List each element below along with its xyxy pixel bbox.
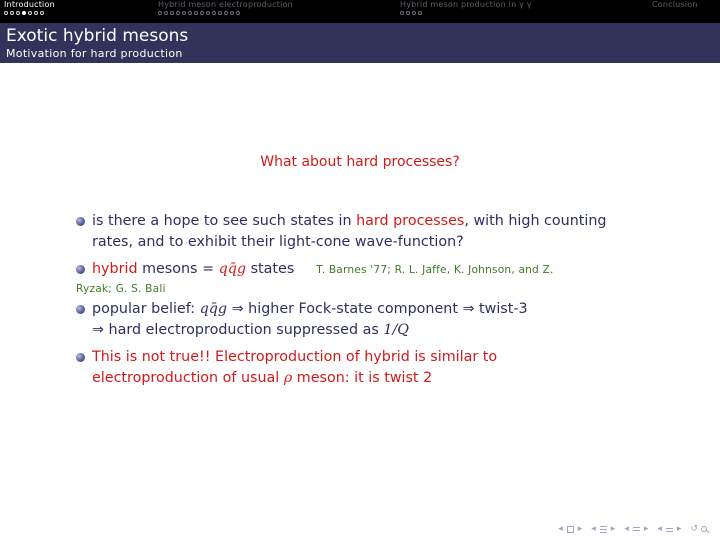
- item-text: is there a hope to see such states in: [92, 213, 357, 229]
- bullet-list: [76, 211, 666, 395]
- next-frame-icon[interactable]: ▸: [577, 524, 583, 534]
- item-math: qq̄g: [218, 261, 247, 277]
- list-item: [76, 347, 666, 389]
- nav-frame-dot[interactable]: [10, 11, 14, 15]
- nav-frame-dot[interactable]: [40, 11, 44, 15]
- nav-frame-dot[interactable]: [406, 11, 410, 15]
- item-text: is similar to: [409, 349, 498, 365]
- nav-frame-dot[interactable]: [164, 11, 168, 15]
- prev-section-icon[interactable]: ◂: [624, 524, 629, 534]
- nav-frame-dots: [4, 11, 44, 15]
- frame-title: Exotic hybrid mesons: [6, 26, 189, 46]
- nav-frame-dot[interactable]: [400, 11, 404, 15]
- item-line: rates, and to exhibit their light-cone wave-function?: [92, 234, 464, 250]
- nav-section-label[interactable]: Hybrid meson production in γ γ: [400, 0, 532, 9]
- item-text: , with high counting: [464, 213, 607, 229]
- nav-frame-dot[interactable]: [194, 11, 198, 15]
- prev-subsection-icon[interactable]: ◂: [591, 524, 596, 534]
- nav-frame-dot[interactable]: [218, 11, 222, 15]
- item-highlight: hybrid: [92, 261, 138, 277]
- navigation-symbols: [558, 524, 710, 534]
- subsection-icon[interactable]: [599, 525, 608, 534]
- nav-frame-dot[interactable]: [4, 11, 8, 15]
- nav-section-hybrid-gamma-gamma[interactable]: [400, 0, 532, 15]
- nav-frame-dot[interactable]: [224, 11, 228, 15]
- list-item: [76, 299, 666, 341]
- nav-frame-dot[interactable]: [230, 11, 234, 15]
- item-text: ⇒ higher Fock-state component ⇒ twist-3: [227, 301, 528, 317]
- item-math: ρ: [283, 370, 293, 386]
- item-line: [92, 347, 666, 368]
- nav-frame-dot[interactable]: [188, 11, 192, 15]
- frame-title-bar: [0, 23, 720, 63]
- section-icon[interactable]: [632, 525, 641, 534]
- nav-frame-dot[interactable]: [418, 11, 422, 15]
- bullet-icon: [76, 353, 85, 362]
- nav-frame-dot[interactable]: [206, 11, 210, 15]
- item-text: =: [202, 261, 215, 277]
- list-item: [76, 259, 666, 297]
- back-search-nav: [690, 524, 710, 534]
- nav-section-label[interactable]: Conclusion: [652, 0, 698, 9]
- frame-subtitle: Motivation for hard production: [6, 47, 183, 60]
- nav-frame-dot[interactable]: [236, 11, 240, 15]
- section-navigation-bar: [0, 0, 720, 23]
- nav-frame-dot[interactable]: [170, 11, 174, 15]
- back-icon[interactable]: ↺: [690, 524, 698, 534]
- nav-frame-dot[interactable]: [212, 11, 216, 15]
- nav-section-label[interactable]: Introduction: [4, 0, 55, 9]
- bullet-icon: [76, 305, 85, 314]
- nav-frame-dot-current[interactable]: [22, 11, 26, 15]
- frame-icon[interactable]: [566, 525, 575, 534]
- item-text: states: [246, 261, 295, 277]
- doc-icon[interactable]: [665, 525, 674, 534]
- bullet-icon: [76, 217, 85, 226]
- bullet-icon: [76, 265, 85, 274]
- subsection-nav: [591, 524, 615, 534]
- search-icon[interactable]: [701, 525, 710, 534]
- item-text: mesons: [137, 261, 203, 277]
- item-line: [92, 211, 666, 232]
- nav-frame-dot[interactable]: [34, 11, 38, 15]
- citation-continued: Ryzak; G. S. Bali: [76, 283, 166, 295]
- nav-section-conclusion[interactable]: [652, 0, 698, 10]
- nav-frame-dots: [158, 11, 240, 15]
- item-text: ⇒ hard electroproduction suppressed as: [92, 322, 384, 338]
- nav-frame-dot[interactable]: [176, 11, 180, 15]
- next-section-icon[interactable]: ▸: [643, 524, 649, 534]
- nav-frame-dot[interactable]: [412, 11, 416, 15]
- next-doc-icon[interactable]: ▸: [676, 524, 682, 534]
- nav-section-label[interactable]: Hybrid meson electroproduction: [158, 0, 293, 9]
- item-math: 1/Q: [383, 322, 409, 338]
- block-heading: What about hard processes?: [260, 154, 460, 170]
- item-line: [92, 299, 666, 320]
- nav-section-introduction[interactable]: [4, 0, 55, 15]
- item-line: [92, 368, 666, 389]
- item-highlight: hybrid: [364, 349, 410, 365]
- item-highlight: hard processes: [356, 213, 465, 229]
- prev-doc-icon[interactable]: ◂: [657, 524, 662, 534]
- nav-frame-dot[interactable]: [200, 11, 204, 15]
- list-item: [76, 211, 666, 253]
- frame-nav: [558, 524, 582, 534]
- item-line: [92, 320, 666, 341]
- nav-frame-dot[interactable]: [16, 11, 20, 15]
- item-text: This is not true!! Electroproduction of: [92, 349, 365, 365]
- prev-frame-icon[interactable]: ◂: [558, 524, 563, 534]
- document-nav: [657, 524, 681, 534]
- nav-frame-dot[interactable]: [158, 11, 162, 15]
- nav-frame-dots: [400, 11, 422, 15]
- item-text: meson: it is twist 2: [292, 370, 433, 386]
- item-text: electroproduction of usual: [92, 370, 284, 386]
- nav-frame-dot[interactable]: [28, 11, 32, 15]
- nav-frame-dot[interactable]: [182, 11, 186, 15]
- item-line: [92, 259, 666, 281]
- section-nav: [624, 524, 648, 534]
- nav-section-hybrid-electroproduction[interactable]: [158, 0, 293, 15]
- next-subsection-icon[interactable]: ▸: [610, 524, 616, 534]
- citation: T. Barnes '77; R. L. Jaffe, K. Johnson, and Z.: [316, 264, 554, 276]
- item-math: qq̄g: [199, 301, 228, 317]
- item-text: popular belief:: [92, 301, 200, 317]
